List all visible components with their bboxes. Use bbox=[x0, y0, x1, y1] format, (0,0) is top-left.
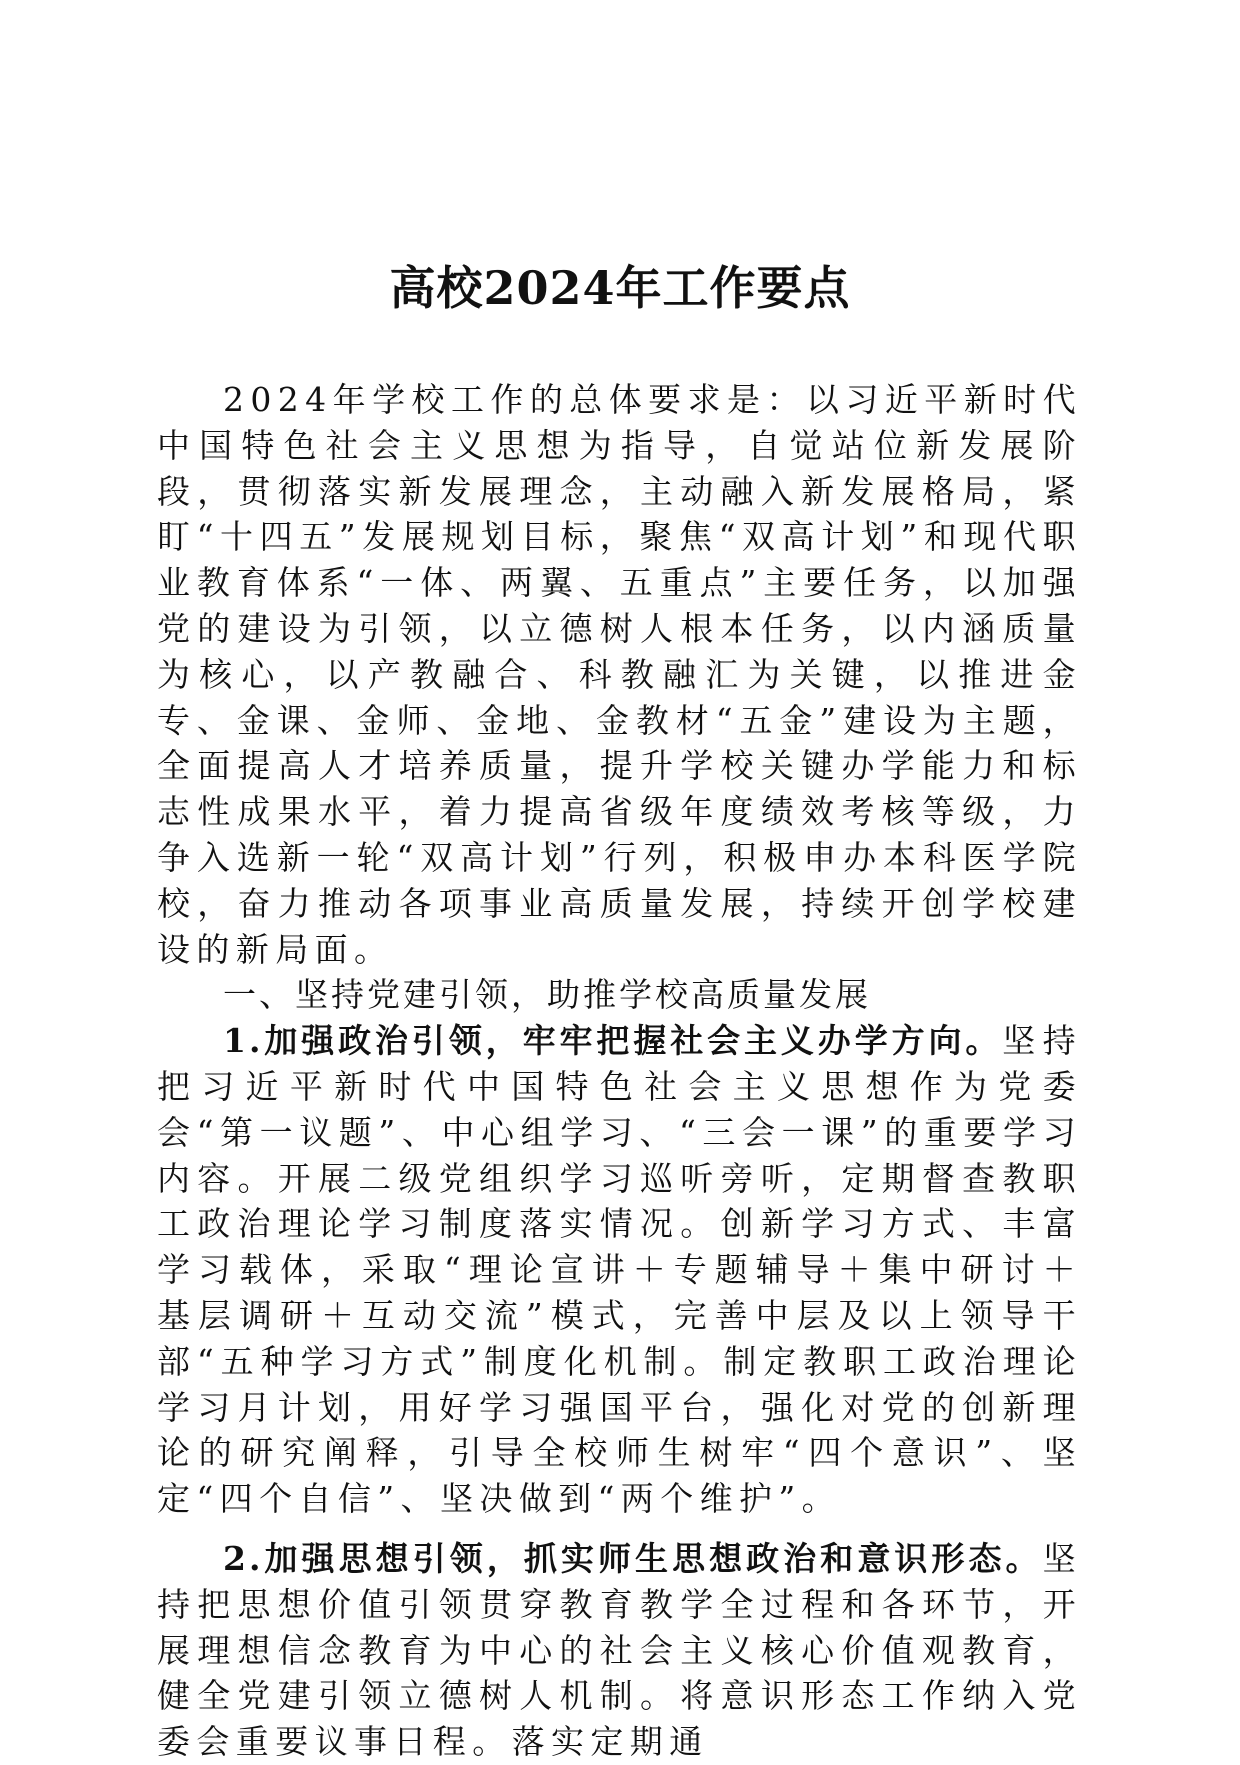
item-2-lead: 2.加强思想引领，抓实师生思想政治和意识形态。 bbox=[223, 1538, 1043, 1578]
item-1-body: 坚持把习近平新时代中国特色社会主义思想作为党委会“第一议题”、中心组学习、“三会一课”的重要学习内容。开展二级党组织学习巡听旁听，定期督查教职工政治理论学习制度落实情况。创新学习方式、丰富学习载体，采取“理论宣讲＋专题辅导＋集中研讨＋基层调研＋互动交流”模式，完善中层及以上领导干部“五种学习方式”制度化机制。制定教职工政治理论学习月计划，用好学习强国平台，强化对党的创新理论的研究阐释，引导全校师生树牢“四个意识”、坚定“四个自信”、坚决做到“两个维护”。 bbox=[157, 1021, 1082, 1519]
document-title: 高校2024年工作要点 bbox=[389, 261, 851, 315]
document-body bbox=[157, 377, 1082, 1765]
item-2-paragraph bbox=[157, 1536, 1082, 1765]
section-heading-1: 一、坚持党建引领，助推学校高质量发展 bbox=[223, 975, 871, 1015]
item-1-lead: 1.加强政治引领，牢牢把握社会主义办学方向。 bbox=[223, 1021, 1003, 1061]
paragraph-gap bbox=[157, 1522, 1082, 1536]
intro-paragraph: 2024年学校工作的总体要求是：以习近平新时代中国特色社会主义思想为指导，自觉站位新发展阶段，贯彻落实新发展理念，主动融入新发展格局，紧盯“十四五”发展规划目标，聚焦“双高计划”和现代职业教育体系“一体、两翼、五重点”主要任务，以加强党的建设为引领，以立德树人根本任务，以内涵质量为核心，以产教融合、科教融汇为关键，以推进金专、金课、金师、金地、金教材“五金”建设为主题，全面提高人才培养质量，提升学校关键办学能力和标志性成果水平，着力提高省级年度绩效考核等级，力争入选新一轮“双高计划”行列，积极申办本科医学院校，奋力推动各项事业高质量发展，持续开创学校建设的新局面。 bbox=[157, 380, 1082, 969]
item-2-body: 坚持把思想价值引领贯穿教育教学全过程和各环节，开展理想信念教育为中心的社会主义核心价值观教育，健全党建引领立德树人机制。将意识形态工作纳入党委会重要议事日程。落实定期通 bbox=[157, 1538, 1082, 1762]
item-1-paragraph bbox=[157, 1018, 1082, 1522]
